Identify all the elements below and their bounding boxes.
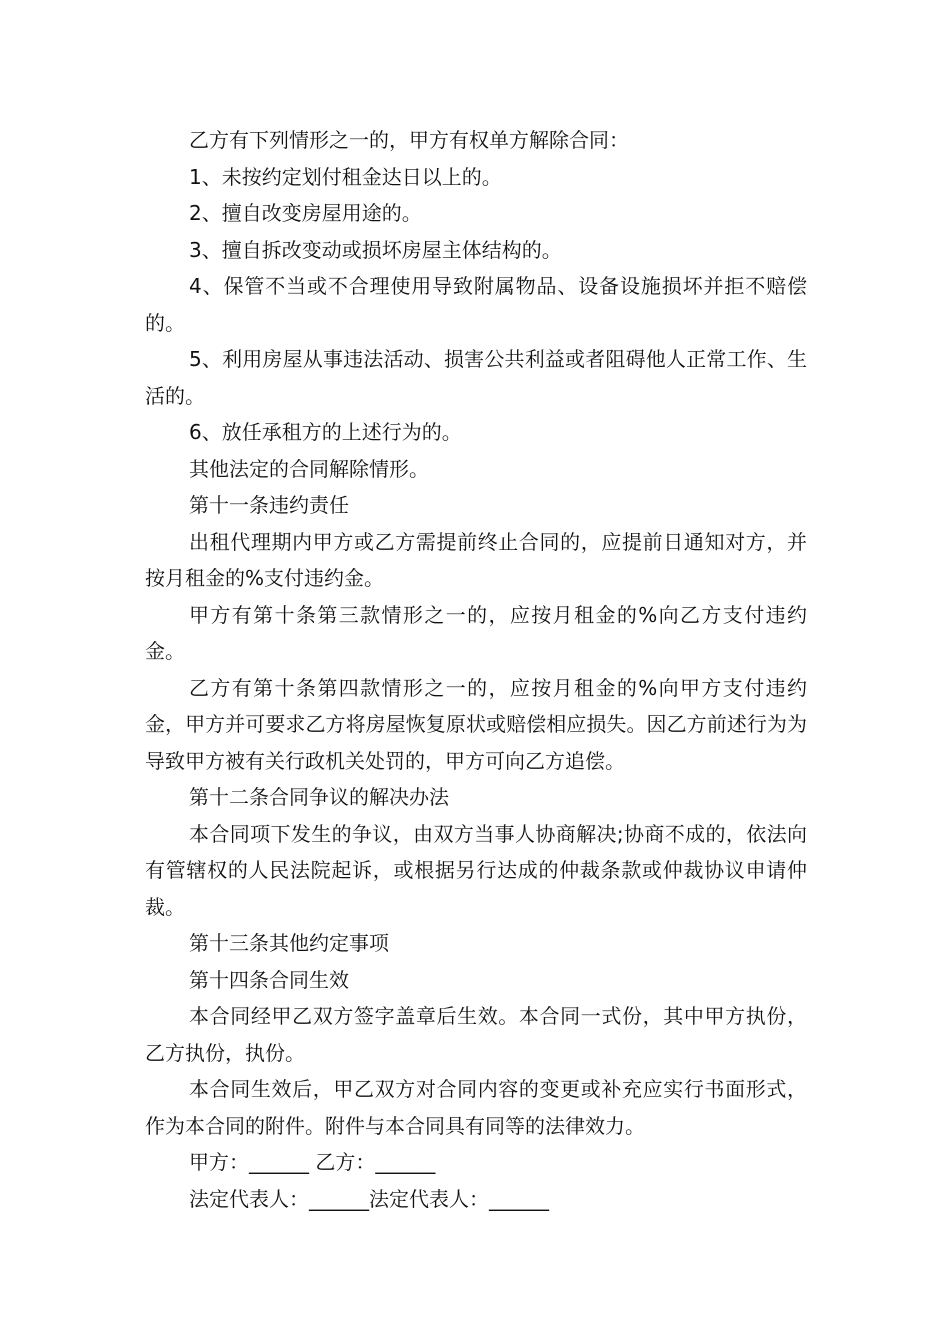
list-item-2: 2、擅自改变房屋用途的。 <box>189 201 422 225</box>
clause-termination-intro: 乙方有下列情形之一的，甲方有权单方解除合同： <box>189 128 629 152</box>
list-item-1: 1、未按约定划付租金达日以上的。 <box>189 164 502 189</box>
document-body <box>145 122 807 1217</box>
article-11-para-3: 乙方有第十条第四款情形之一的，应按月租金的%向甲方支付违约金，甲方并可要求乙方将房屋恢复原状或赔偿相应损失。因乙方前述行为为导致甲方被有关行政机关处罚的，甲方可向乙方追偿。 <box>145 675 807 773</box>
other-termination-text: 其他法定的合同解除情形。 <box>189 456 429 481</box>
list-item-6: 6、放任承租方的上述行为的。 <box>189 420 462 444</box>
article-11-para-1: 出租代理期内甲方或乙方需提前终止合同的，应提前日通知对方，并按月租金的%支付违约金。 <box>145 529 807 590</box>
article-14-para-1: 本合同经甲乙双方签字盖章后生效。本合同一式份，其中甲方执份，乙方执份，执份。 <box>145 1004 807 1065</box>
signature-parties-line: 甲方：______ 乙方：______ <box>189 1150 436 1174</box>
article-14-heading: 第十四条合同生效 <box>189 967 349 992</box>
list-item-3: 3、擅自拆改变动或损坏房屋主体结构的。 <box>189 237 562 262</box>
list-item-4: 4、保管不当或不合理使用导致附属物品、设备设施损坏并拒不赔偿的。 <box>145 274 807 335</box>
article-11-heading: 第十一条违约责任 <box>189 493 349 517</box>
article-12-heading: 第十二条合同争议的解决办法 <box>189 785 449 809</box>
article-13-heading: 第十三条其他约定事项 <box>189 931 389 955</box>
signature-representatives-line: 法定代表人：______法定代表人：______ <box>189 1186 549 1211</box>
article-11-para-2: 甲方有第十条第三款情形之一的，应按月租金的%向乙方支付违约金。 <box>145 602 807 663</box>
article-14-para-2: 本合同生效后，甲乙双方对合同内容的变更或补充应实行书面形式，作为本合同的附件。附件与本合同具有同等的法律效力。 <box>145 1077 807 1138</box>
list-item-5: 5、利用房屋从事违法活动、损害公共利益或者阻碍他人正常工作、生活的。 <box>145 347 807 408</box>
article-12-para: 本合同项下发生的争议，由双方当事人协商解决;协商不成的，依法向有管辖权的人民法院起诉，或根据另行达成的仲裁条款或仲裁协议申请仲裁。 <box>145 821 807 919</box>
